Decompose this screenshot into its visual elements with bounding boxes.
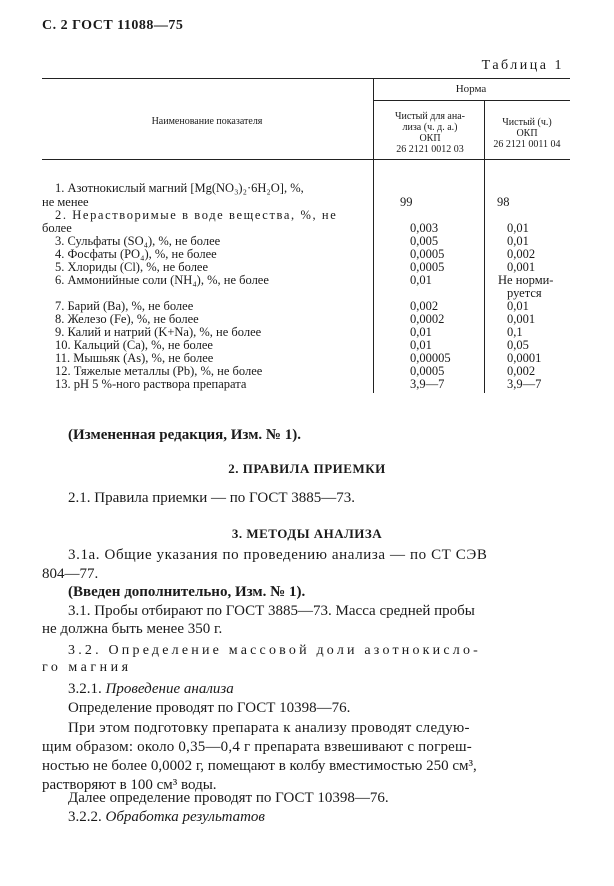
subsection-heading-cont: го магния [42, 660, 132, 675]
row-name: 2. Нерастворимые в воде вещества, %, не [55, 208, 338, 222]
paragraph: Далее определение проводят по ГОСТ 10398—76. [68, 790, 389, 806]
item-number: 3.2.1. [68, 681, 102, 697]
col1-header-line: ОКП [419, 133, 441, 144]
row-name: 3. Сульфаты (SO₄), %, не более [55, 234, 221, 248]
row-name: 9. Калий и натрий (K+Na), %, не более [55, 325, 262, 339]
value-cell-1: 0,003 [410, 221, 439, 235]
paragraph: 3.1а. Общие указания по проведению анализа — по СТ СЭВ [68, 547, 488, 563]
value-cell-1: 0,002 [410, 299, 439, 313]
col1-header-line: 26 2121 0012 03 [396, 144, 464, 155]
section-title: 3. МЕТОДЫ АНАЛИЗА [231, 526, 383, 541]
value-cell-2: 0,001 [507, 312, 536, 326]
table-divider-1 [373, 78, 374, 393]
row-name: 7. Барий (Ba), %, не более [55, 299, 194, 313]
row-name: 8. Железо (Fe), %, не более [55, 312, 199, 326]
value-cell-2: 0,01 [507, 299, 529, 313]
value-cell-1: 0,0005 [410, 260, 445, 274]
value-cell-2: 0,05 [507, 338, 529, 352]
row-name: 4. Фосфаты (PO₄), %, не более [55, 247, 217, 261]
table-divider-2 [484, 100, 485, 393]
row-name: 1. Азотнокислый магний [Mg(NO₃)₂·6H₂O], %, [55, 181, 304, 195]
value-cell-1: 0,01 [410, 338, 432, 352]
row-name: 5. Хлориды (Cl), %, не более [55, 260, 209, 274]
paragraph-cont: ностью не более 0,0002 г, помещают в колбу вместимостью 250 см³, [42, 758, 477, 774]
subsection-3-2-1 [68, 680, 234, 698]
col1-header [376, 111, 484, 155]
name-column-header: Наименование показателя [151, 116, 263, 127]
row-name: не менее [42, 195, 89, 209]
item-title: Обработка результатов [105, 809, 265, 825]
row-name: 6. Аммонийные соли (NH₄), %, не более [55, 273, 269, 287]
norm-header-rule [373, 100, 570, 101]
value-cell-1: 0,0002 [410, 312, 445, 326]
value-cell-1: 99 [400, 195, 413, 209]
row-name: 10. Кальций (Ca), %, не более [55, 338, 213, 352]
value-cell-2: руется [507, 286, 542, 300]
col1-header-line: Чистый для ана- [395, 111, 465, 122]
paragraph-cont: щим образом: около 0,35—0,4 г препарата взвешивают с погреш- [42, 739, 472, 755]
value-cell-2: 3,9—7 [507, 377, 542, 391]
row-name: 12. Тяжелые металлы (Pb), %, не более [55, 364, 263, 378]
col2-header [486, 117, 568, 150]
value-cell-2: 0,01 [507, 234, 529, 248]
value-cell-1: 0,0005 [410, 247, 445, 261]
value-cell-2: 98 [497, 195, 510, 209]
value-cell-1: 3,9—7 [410, 377, 445, 391]
value-cell-2: 0,1 [507, 325, 523, 339]
row-name: более [42, 221, 72, 235]
paragraph: При этом подготовку препарата к анализу проводят следую- [68, 720, 470, 736]
table-top-rule [42, 78, 570, 79]
value-cell-1: 0,01 [410, 325, 432, 339]
value-cell-1: 0,01 [410, 273, 432, 287]
item-number: 3.2.2. [68, 809, 102, 825]
value-cell-2: 0,002 [507, 364, 536, 378]
paragraph-cont: не должна быть менее 350 г. [42, 621, 223, 637]
paragraph: 2.1. Правила приемки — по ГОСТ 3885—73. [68, 490, 356, 506]
value-cell-2: Не норми- [498, 273, 554, 287]
amendment-note: (Измененная редакция, Изм. № 1). [68, 427, 302, 443]
table-header-bottom-rule [42, 159, 570, 160]
col1-header-line: лиза (ч. д. а.) [402, 122, 458, 133]
table-caption: Таблица 1 [481, 58, 564, 73]
col2-header-line: 26 2121 0011 04 [493, 139, 561, 150]
norm-column-header: Норма [455, 83, 487, 95]
value-cell-1: 0,005 [410, 234, 439, 248]
value-cell-1: 0,0005 [410, 364, 445, 378]
value-cell-2: 0,002 [507, 247, 536, 261]
page-header: С. 2 ГОСТ 11088—75 [42, 18, 184, 33]
paragraph: Определение проводят по ГОСТ 10398—76. [68, 700, 351, 716]
col2-header-line: Чистый (ч.) [502, 117, 552, 128]
row-name: 13. pH 5 %-ного раствора препарата [55, 377, 247, 391]
paragraph: 3.1. Пробы отбирают по ГОСТ 3885—73. Масса средней пробы [68, 603, 475, 619]
amendment-note: (Введен дополнительно, Изм. № 1). [68, 584, 306, 600]
paragraph-cont: растворяют в 100 см³ воды. [42, 777, 217, 793]
row-name: 11. Мышьяк (As), %, не более [55, 351, 214, 365]
paragraph-cont: 804—77. [42, 566, 99, 582]
value-cell-2: 0,001 [507, 260, 536, 274]
subsection-3-2-2 [68, 808, 265, 826]
item-title: Проведение анализа [105, 681, 234, 697]
value-cell-2: 0,0001 [507, 351, 542, 365]
col2-header-line: ОКП [516, 128, 538, 139]
value-cell-1: 0,00005 [410, 351, 451, 365]
value-cell-2: 0,01 [507, 221, 529, 235]
section-title: 2. ПРАВИЛА ПРИЕМКИ [228, 461, 386, 476]
subsection-heading: 3.2. Определение массовой доли азотнокисло- [68, 643, 482, 658]
